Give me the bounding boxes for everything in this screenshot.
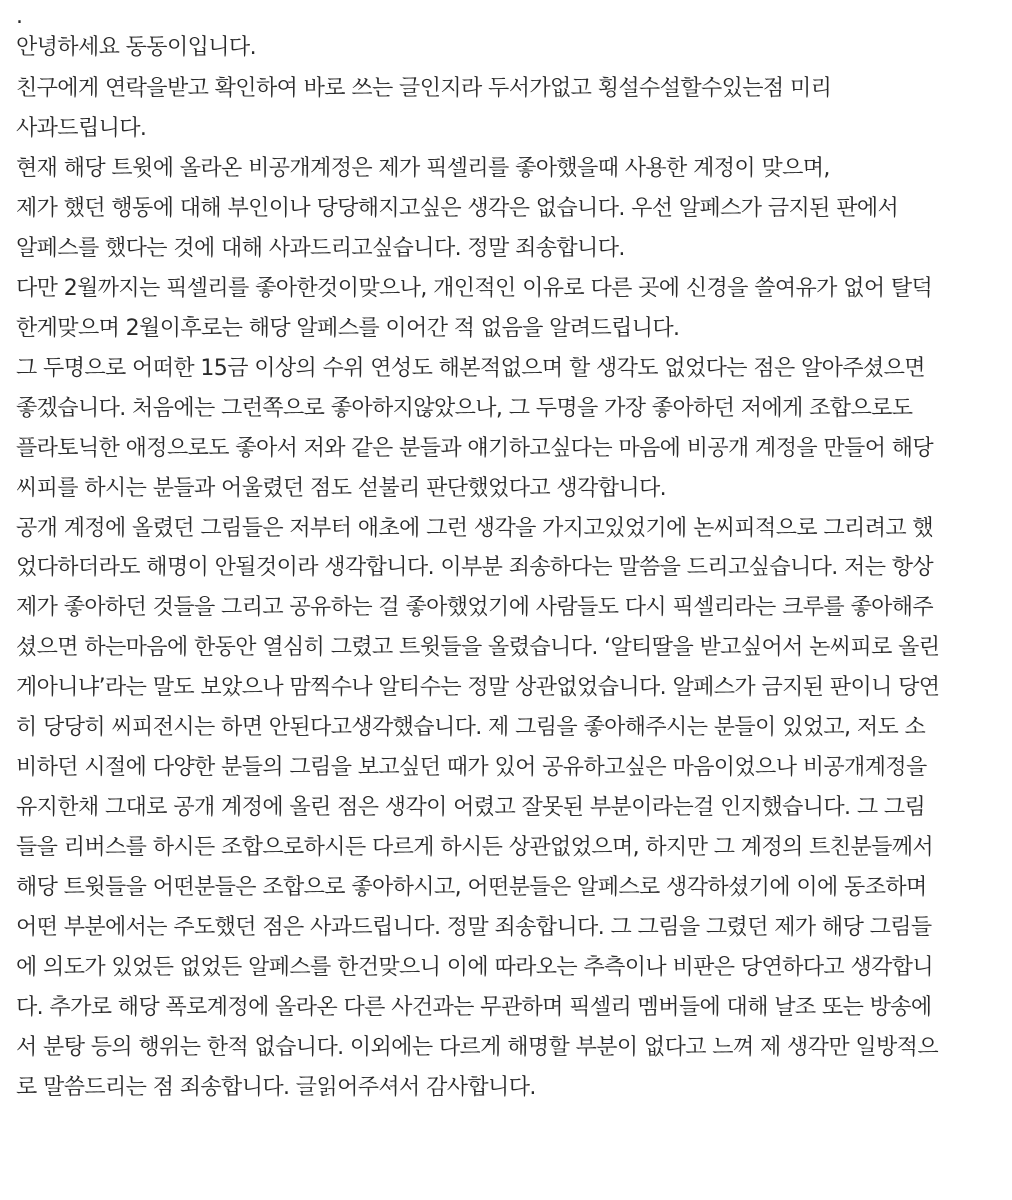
text-line: 알페스를 했다는 것에 대해 사과드리고싶습니다. 정말 죄송합니다.	[16, 236, 625, 261]
text-line: 에 의도가 있었든 없었든 알페스를 한건맞으니 이에 따라오는 추측이나 비판은 당연하다고 생각합니	[16, 955, 934, 980]
text-line: 좋겠습니다. 처음에는 그런쪽으로 좋아하지않았으나, 그 두명을 가장 좋아하던 저에게 조합으로도	[16, 396, 913, 421]
text-line: 현재 해당 트윗에 올라온 비공개계정은 제가 픽셀리를 좋아했을때 사용한 계정이 맞으며,	[16, 156, 830, 181]
text-line: 비하던 시절에 다양한 분들의 그림을 보고싶던 때가 있어 공유하고싶은 마음이었으나 비공개계정을	[16, 755, 927, 780]
text-line: 서 분탕 등의 행위는 한적 없습니다. 이외에는 다르게 해명할 부분이 없다고 느껴 제 생각만 일방적으	[16, 1035, 938, 1060]
text-line: 한게맞으며 2월이후로는 해당 알페스를 이어간 적 없음을 알려드립니다.	[16, 316, 680, 341]
text-line: 들을 리버스를 하시든 조합으로하시든 다르게 하시든 상관없었으며, 하지만 그 계정의 트친분들께서	[16, 835, 934, 860]
leading-dot: .	[16, 4, 23, 29]
text-line: 유지한채 그대로 공개 계정에 올린 점은 생각이 어렸고 잘못된 부분이라는걸 인지했습니다. 그 그림	[16, 795, 926, 820]
text-line: 어떤 부분에서는 주도했던 점은 사과드립니다. 정말 죄송합니다. 그 그림을 그렸던 제가 해당 그림들	[16, 915, 932, 940]
text-line: 안녕하세요 동동이입니다.	[16, 35, 256, 60]
text-line: 다. 추가로 해당 폭로계정에 올라온 다른 사건과는 무관하며 픽셀리 멤버들에 대해 날조 또는 방송에	[16, 995, 932, 1020]
text-line: 었다하더라도 해명이 안될것이라 생각합니다. 이부분 죄송하다는 말씀을 드리고싶습니다. 저는 항상	[16, 555, 934, 580]
text-line: 사과드립니다.	[16, 116, 147, 141]
text-line: 게아니냐’라는 말도 보았으나 맘찍수나 알티수는 정말 상관없었습니다. 알페스가 금지된 판이니 당연	[16, 675, 940, 700]
text-line: 공개 계정에 올렸던 그림들은 저부터 애초에 그런 생각을 가지고있었기에 논씨피적으로 그리려고 했	[16, 516, 934, 541]
text-line: 씨피를 하시는 분들과 어울렸던 점도 섣불리 판단했었다고 생각합니다.	[16, 476, 667, 501]
text-line: 제가 했던 행동에 대해 부인이나 당당해지고싶은 생각은 없습니다. 우선 알페스가 금지된 판에서	[16, 196, 899, 221]
text-line: 제가 좋아하던 것들을 그리고 공유하는 걸 좋아했었기에 사람들도 다시 픽셀리라는 크루를 좋아해주	[16, 595, 934, 620]
text-line: 다만 2월까지는 픽셀리를 좋아한것이맞으나, 개인적인 이유로 다른 곳에 신경을 쓸여유가 없어 탈덕	[16, 276, 933, 301]
text-line: 해당 트윗들을 어떤분들은 조합으로 좋아하시고, 어떤분들은 알페스로 생각하셨기에 이에 동조하며	[16, 875, 927, 900]
text-line: 플라토닉한 애정으로도 좋아서 저와 같은 분들과 얘기하고싶다는 마음에 비공개 계정을 만들어 해당	[16, 436, 934, 461]
text-line: 그 두명으로 어떠한 15금 이상의 수위 연성도 해본적없으며 할 생각도 없었다는 점은 알아주셨으면	[16, 356, 925, 381]
text-line: 친구에게 연락을받고 확인하여 바로 쓰는 글인지라 두서가없고 횡설수설할수있는점 미리	[16, 76, 832, 101]
text-line: 히 당당히 씨피전시는 하면 안된다고생각했습니다. 제 그림을 좋아해주시는 분들이 있었고, 저도 소	[16, 715, 926, 740]
text-line: 로 말씀드리는 점 죄송합니다. 글읽어주셔서 감사합니다.	[16, 1075, 536, 1100]
text-line: 셨으면 하는마음에 한동안 열심히 그렸고 트윗들을 올렸습니다. ‘알티딸을 받고싶어서 논씨피로 올린	[16, 635, 940, 660]
